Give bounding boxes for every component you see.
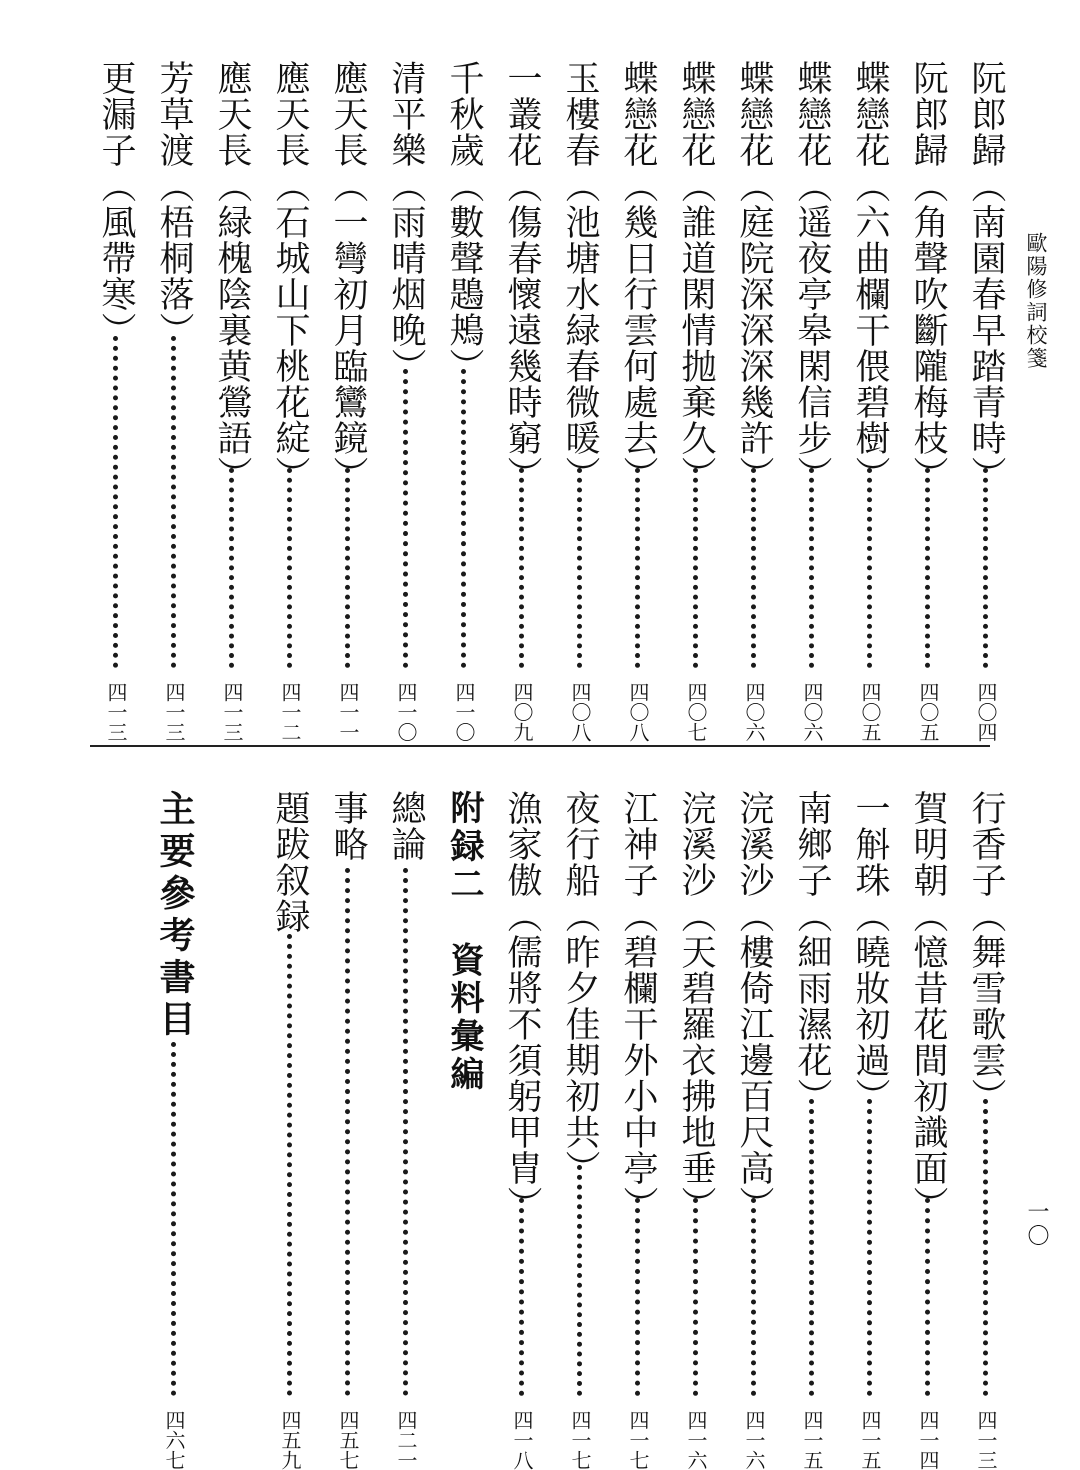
dot-leader	[577, 1165, 588, 1396]
toc-column	[208, 790, 256, 1458]
dot-leader	[751, 1198, 762, 1396]
toc-page-number: 四一四	[916, 1410, 940, 1470]
toc-page-number: 四一三	[104, 682, 128, 742]
dot-leader	[867, 468, 878, 668]
toc-entry-title: 一斛珠（曉妝初過）	[850, 790, 890, 1114]
toc-page-number: 四〇八	[568, 682, 592, 742]
toc-column	[208, 60, 256, 742]
toc-entry-title: 玉樓春（池塘水緑春微暖）	[560, 60, 600, 492]
section-divider	[90, 745, 990, 747]
toc-page-number: 四〇八	[626, 682, 650, 742]
dot-leader	[925, 1198, 936, 1396]
toc-entry-title: 應天長（緑槐陰裏黄鶯語）	[212, 60, 252, 492]
toc-column	[672, 790, 720, 1470]
dot-leader	[345, 468, 356, 668]
toc-page-number: 四〇九	[510, 682, 534, 742]
toc-column	[324, 60, 372, 742]
toc-column	[788, 790, 836, 1470]
toc-page-number: 四五七	[336, 1410, 360, 1470]
toc-page-number: 四一七	[626, 1410, 650, 1470]
toc-entry-title: 清平樂（雨晴烟晚）	[386, 60, 426, 384]
toc-entry-title: 應天長（石城山下桃花綻）	[270, 60, 310, 492]
dot-leader	[635, 468, 646, 668]
toc-page-number: 四一〇	[394, 682, 418, 742]
toc-column	[324, 790, 372, 1470]
toc-entry-title: 阮郎歸（南園春早踏青時）	[966, 60, 1006, 492]
dot-leader	[345, 868, 356, 1396]
dot-leader	[867, 1099, 878, 1396]
toc-entry-title: 題跋叙録	[270, 790, 310, 934]
toc-column	[92, 60, 140, 742]
toc-bottom-section	[70, 790, 1010, 1470]
dot-leader	[171, 336, 182, 668]
toc-column	[440, 60, 488, 742]
toc-page-number: 四〇七	[684, 682, 708, 742]
toc-page-number: 四一六	[742, 1410, 766, 1470]
toc-entry-title: 蝶戀花（遥夜亭皋閑信步）	[792, 60, 832, 492]
toc-column	[382, 60, 430, 742]
toc-page-number: 四一一	[336, 682, 360, 742]
toc-entry-title: 蝶戀花（誰道閑情抛棄久）	[676, 60, 716, 492]
toc-entry-title: 芳草渡（梧桐落）	[154, 60, 194, 348]
dot-leader	[403, 868, 414, 1396]
toc-page-number: 四六七	[162, 1410, 186, 1470]
toc-page-number: 四一二	[278, 682, 302, 742]
running-title: 歐陽修詞校箋	[1024, 232, 1048, 370]
dot-leader	[519, 1198, 530, 1396]
dot-leader	[809, 1099, 820, 1396]
toc-column	[846, 790, 894, 1470]
toc-entry-title: 漁家傲（儒將不須躬甲胄）	[502, 790, 542, 1222]
toc-entry-title: 一叢花（傷春懷遠幾時窮）	[502, 60, 542, 492]
toc-column	[266, 790, 314, 1470]
toc-column	[150, 60, 198, 742]
toc-page-number: 四一三	[220, 682, 244, 742]
dot-leader	[403, 369, 414, 668]
toc-entry-title: 江神子（碧欄干外小中亭）	[618, 790, 658, 1222]
toc-column	[614, 60, 662, 742]
toc-column	[498, 60, 546, 742]
toc-entry-title: 夜行船（昨夕佳期初共）	[560, 790, 600, 1186]
toc-column	[266, 60, 314, 742]
dot-leader	[519, 468, 530, 668]
toc-column	[962, 790, 1010, 1470]
section-heading: 主要參考書目	[154, 790, 195, 1042]
toc-page-number: 四五九	[278, 1410, 302, 1470]
toc-column	[382, 790, 430, 1470]
toc-entry-title: 事略	[328, 790, 368, 862]
toc-top-section	[70, 60, 1010, 742]
dot-leader	[461, 369, 472, 668]
section-heading: 附録二 資料彙編	[444, 790, 484, 1094]
toc-page-number: 四一三	[162, 682, 186, 742]
dot-leader	[229, 468, 240, 668]
dot-leader	[693, 1198, 704, 1396]
toc-entry-title: 阮郎歸（角聲吹斷隴梅枝）	[908, 60, 948, 492]
toc-entry-title: 賀明朝（憶昔花間初識面）	[908, 790, 948, 1222]
toc-column	[556, 790, 604, 1470]
dot-leader	[287, 468, 298, 668]
toc-entry-title: 蝶戀花（幾日行雲何處去）	[618, 60, 658, 492]
dot-leader	[751, 468, 762, 668]
toc-page-number: 四一五	[858, 1410, 882, 1470]
dot-leader	[577, 468, 588, 668]
toc-entry-title: 應天長（一彎初月臨鸞鏡）	[328, 60, 368, 492]
toc-page-number: 四一七	[568, 1410, 592, 1470]
toc-entry-title: 更漏子（風帶寒）	[96, 60, 136, 348]
toc-entry-title: 浣溪沙（樓倚江邊百尺高）	[734, 790, 774, 1222]
dot-leader	[809, 468, 820, 668]
toc-column	[846, 60, 894, 742]
toc-entry-title: 南鄉子（細雨濕花）	[792, 790, 832, 1114]
toc-entry-title: 蝶戀花（六曲欄干偎碧樹）	[850, 60, 890, 492]
toc-entry-title: 總論	[386, 790, 426, 862]
toc-page-number: 四一八	[510, 1410, 534, 1470]
toc-entry-title: 蝶戀花（庭院深深深幾許）	[734, 60, 774, 492]
toc-column	[904, 60, 952, 742]
dot-leader	[287, 934, 298, 1396]
toc-entry-title: 行香子（舞雪歌雲）	[966, 790, 1006, 1114]
dot-leader	[635, 1198, 646, 1396]
page-number: 一〇	[1024, 1200, 1049, 1248]
toc-page-number: 四〇六	[800, 682, 824, 742]
toc-page-number: 四一三	[974, 1410, 998, 1470]
toc-page-number: 四一〇	[452, 682, 476, 742]
toc-page-number: 四〇六	[742, 682, 766, 742]
dot-leader	[171, 1042, 182, 1396]
toc-column	[150, 790, 198, 1470]
toc-column	[730, 790, 778, 1470]
toc-page-number: 四一六	[684, 1410, 708, 1470]
dot-leader	[983, 1099, 994, 1396]
toc-column	[498, 790, 546, 1470]
toc-page-number: 四二一	[394, 1410, 418, 1470]
toc-column	[904, 790, 952, 1470]
dot-leader	[925, 468, 936, 668]
toc-column	[788, 60, 836, 742]
dot-leader	[983, 468, 994, 668]
dot-leader	[113, 336, 124, 668]
toc-column	[730, 60, 778, 742]
toc-entry-title: 浣溪沙（天碧羅衣拂地垂）	[676, 790, 716, 1222]
toc-column	[962, 60, 1010, 742]
toc-page-number: 四一五	[800, 1410, 824, 1470]
toc-entry-title: 千秋歲（數聲鶗鴂）	[444, 60, 484, 384]
toc-column	[614, 790, 662, 1470]
toc-page-number: 四〇五	[858, 682, 882, 742]
toc-column	[672, 60, 720, 742]
dot-leader	[693, 468, 704, 668]
toc-column	[440, 790, 488, 1458]
toc-column	[556, 60, 604, 742]
toc-page-number: 四〇四	[974, 682, 998, 742]
toc-page-number: 四〇五	[916, 682, 940, 742]
